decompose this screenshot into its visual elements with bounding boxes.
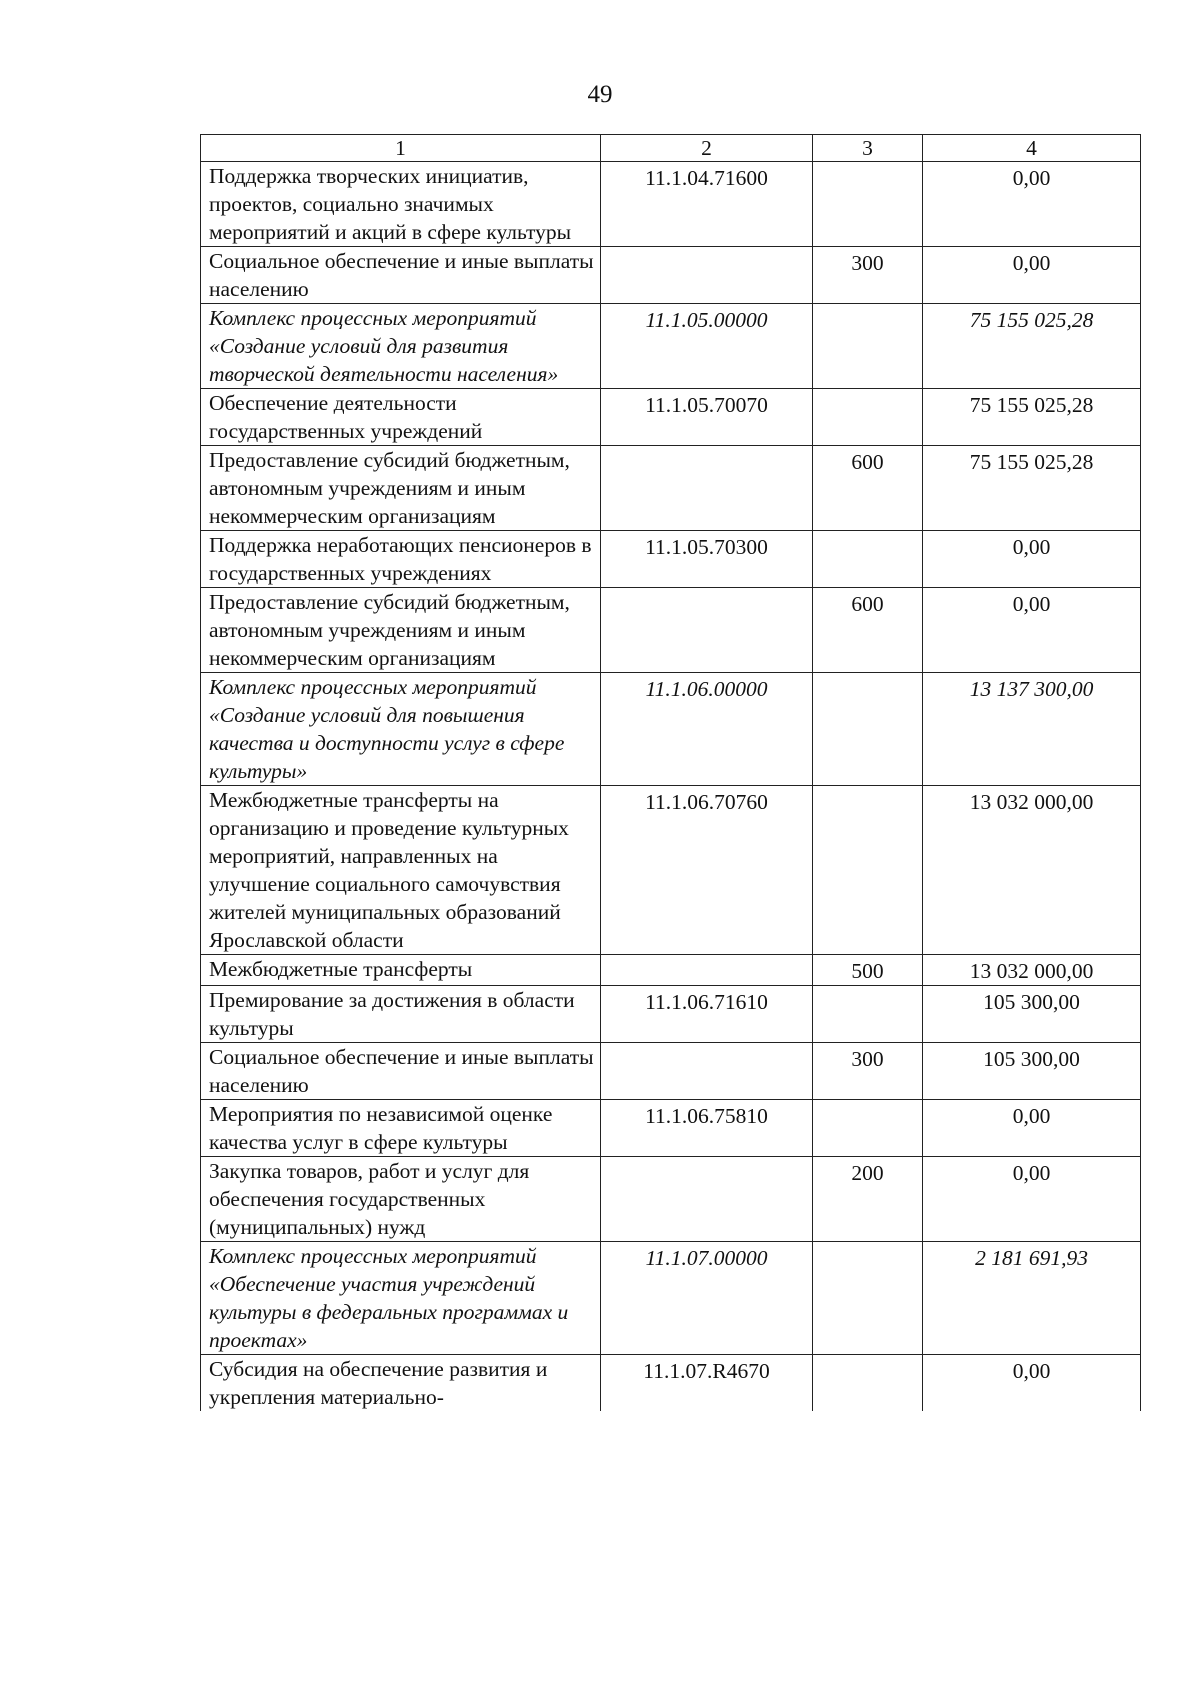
row-amount-cell: 0,00 xyxy=(923,162,1141,247)
table-row xyxy=(201,1242,1141,1355)
row-type-cell xyxy=(813,304,923,389)
row-code-cell xyxy=(601,1157,813,1242)
table-row xyxy=(201,531,1141,588)
budget-table xyxy=(200,134,1141,1411)
table-row xyxy=(201,1100,1141,1157)
row-code-cell: 11.1.06.71610 xyxy=(601,986,813,1043)
column-header: 4 xyxy=(923,135,1141,162)
row-code-cell: 11.1.07.00000 xyxy=(601,1242,813,1355)
row-amount-cell: 0,00 xyxy=(923,1355,1141,1412)
row-type-cell xyxy=(813,1355,923,1412)
row-amount-cell: 0,00 xyxy=(923,1157,1141,1242)
table-row xyxy=(201,304,1141,389)
row-code-cell: 11.1.05.00000 xyxy=(601,304,813,389)
row-code-cell xyxy=(601,446,813,531)
row-name-cell: Межбюджетные трансферты на организацию и проведение культурных мероприятий, направленных на улучшение социального самочувствия жителей муниципальных образований Ярославской области xyxy=(201,786,601,955)
table-row xyxy=(201,986,1141,1043)
row-code-cell: 11.1.06.70760 xyxy=(601,786,813,955)
table-row xyxy=(201,247,1141,304)
row-amount-cell: 0,00 xyxy=(923,588,1141,673)
row-type-cell: 600 xyxy=(813,446,923,531)
row-amount-cell: 75 155 025,28 xyxy=(923,389,1141,446)
row-amount-cell: 2 181 691,93 xyxy=(923,1242,1141,1355)
row-type-cell: 500 xyxy=(813,955,923,986)
row-amount-cell: 13 137 300,00 xyxy=(923,673,1141,786)
row-name-cell: Межбюджетные трансферты xyxy=(201,955,601,986)
row-type-cell xyxy=(813,389,923,446)
table-row xyxy=(201,446,1141,531)
row-name-cell: Обеспечение деятельности государственных учреждений xyxy=(201,389,601,446)
page-number: 49 xyxy=(587,81,613,108)
row-type-cell xyxy=(813,986,923,1043)
row-amount-cell: 13 032 000,00 xyxy=(923,955,1141,986)
row-code-cell xyxy=(601,1043,813,1100)
row-amount-cell: 75 155 025,28 xyxy=(923,304,1141,389)
table-row xyxy=(201,1157,1141,1242)
row-amount-cell: 0,00 xyxy=(923,531,1141,588)
row-code-cell: 11.1.06.75810 xyxy=(601,1100,813,1157)
row-type-cell: 300 xyxy=(813,1043,923,1100)
row-amount-cell: 105 300,00 xyxy=(923,1043,1141,1100)
table-row xyxy=(201,588,1141,673)
row-code-cell: 11.1.05.70070 xyxy=(601,389,813,446)
column-header: 1 xyxy=(201,135,601,162)
table-row xyxy=(201,673,1141,786)
row-code-cell: 11.1.05.70300 xyxy=(601,531,813,588)
table-row xyxy=(201,1355,1141,1412)
row-code-cell xyxy=(601,955,813,986)
row-type-cell xyxy=(813,162,923,247)
row-type-cell: 200 xyxy=(813,1157,923,1242)
row-type-cell xyxy=(813,786,923,955)
row-name-cell: Премирование за достижения в области культуры xyxy=(201,986,601,1043)
row-name-cell: Предоставление субсидий бюджетным, автономным учреждениям и иным некоммерческим организациям xyxy=(201,588,601,673)
row-code-cell xyxy=(601,247,813,304)
row-name-cell: Поддержка неработающих пенсионеров в государственных учреждениях xyxy=(201,531,601,588)
table-row xyxy=(201,162,1141,247)
table-row xyxy=(201,1043,1141,1100)
row-name-cell: Поддержка творческих инициатив, проектов, социально значимых мероприятий и акций в сфере культуры xyxy=(201,162,601,247)
row-code-cell xyxy=(601,588,813,673)
row-name-cell: Комплекс процессных мероприятий «Обеспечение участия учреждений культуры в федеральных программах и проектах» xyxy=(201,1242,601,1355)
row-type-cell: 600 xyxy=(813,588,923,673)
column-header: 2 xyxy=(601,135,813,162)
table-row xyxy=(201,786,1141,955)
row-amount-cell: 105 300,00 xyxy=(923,986,1141,1043)
row-name-cell: Предоставление субсидий бюджетным, автономным учреждениям и иным некоммерческим организациям xyxy=(201,446,601,531)
row-name-cell: Комплекс процессных мероприятий «Создание условий для развития творческой деятельности населения» xyxy=(201,304,601,389)
row-name-cell: Комплекс процессных мероприятий «Создание условий для повышения качества и доступности услуг в сфере культуры» xyxy=(201,673,601,786)
table-row xyxy=(201,955,1141,986)
row-type-cell xyxy=(813,531,923,588)
row-name-cell: Закупка товаров, работ и услуг для обеспечения государственных (муниципальных) нужд xyxy=(201,1157,601,1242)
row-name-cell: Социальное обеспечение и иные выплаты населению xyxy=(201,1043,601,1100)
row-amount-cell: 13 032 000,00 xyxy=(923,786,1141,955)
row-code-cell: 11.1.04.71600 xyxy=(601,162,813,247)
row-type-cell xyxy=(813,1100,923,1157)
column-header: 3 xyxy=(813,135,923,162)
row-code-cell: 11.1.07.R4670 xyxy=(601,1355,813,1412)
table-row xyxy=(201,389,1141,446)
header-row xyxy=(201,135,1141,162)
row-name-cell: Субсидия на обеспечение развития и укрепления материально- xyxy=(201,1355,601,1412)
row-amount-cell: 75 155 025,28 xyxy=(923,446,1141,531)
row-name-cell: Социальное обеспечение и иные выплаты населению xyxy=(201,247,601,304)
row-code-cell: 11.1.06.00000 xyxy=(601,673,813,786)
row-amount-cell: 0,00 xyxy=(923,1100,1141,1157)
row-name-cell: Мероприятия по независимой оценке качества услуг в сфере культуры xyxy=(201,1100,601,1157)
row-type-cell xyxy=(813,1242,923,1355)
row-amount-cell: 0,00 xyxy=(923,247,1141,304)
row-type-cell xyxy=(813,673,923,786)
row-type-cell: 300 xyxy=(813,247,923,304)
